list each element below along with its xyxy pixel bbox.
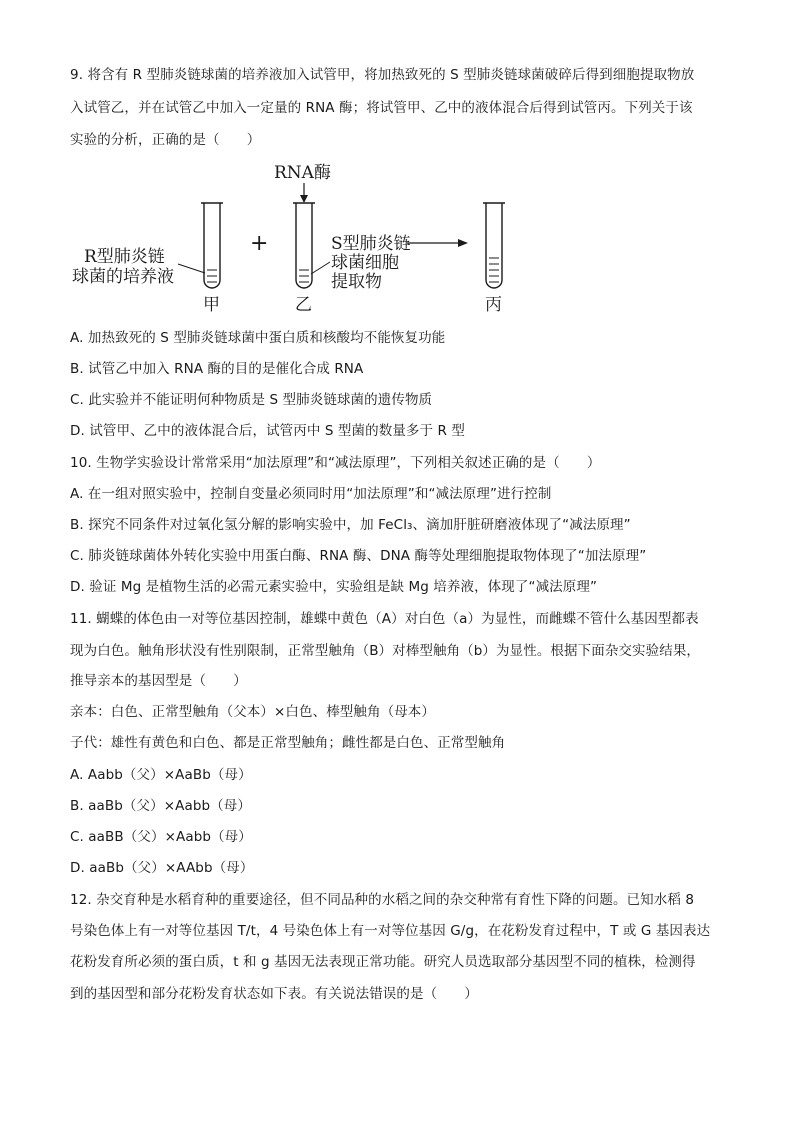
q9-stem-line-3: 实验的分析，正确的是（ ）: [70, 132, 261, 148]
q12-stem-line-1: 12. 杂交育种是水稻育种的重要途径，但不同品种的水稻之间的杂交种常有育性下降的问题。已知水稻 8: [70, 892, 695, 908]
q10-option-c: C. 肺炎链球菌体外转化实验中用蛋白酶、RNA 酶、DNA 酶等处理细胞提取物体现了“加法原理”: [70, 548, 647, 564]
tube-b-label-3: 提取物: [331, 272, 382, 292]
tube-a-name: 甲: [203, 295, 220, 315]
plus-sign: +: [250, 231, 269, 256]
q12-stem-line-3: 花粉发育所必须的蛋白质，t 和 g 基因无法表现正常功能。研究人员选取部分基因型不同的植株，检测得: [70, 954, 696, 970]
mix-arrow-head: [458, 239, 468, 247]
q9-option-d: D. 试管甲、乙中的液体混合后，试管丙中 S 型菌的数量多于 R 型: [70, 423, 465, 439]
tube-c-name: 丙: [485, 295, 502, 315]
q11-stem-line-1: 11. 蝴蝶的体色由一对等位基因控制，雄蝶中黄色（A）对白色（a）为显性，而雌蝶不管什么基因型都表: [70, 611, 699, 627]
tube-a: [201, 203, 223, 288]
tube-a-label-1: R型肺炎链: [84, 247, 165, 267]
q9-option-a: A. 加热致死的 S 型肺炎链球菌中蛋白质和核酸均不能恢复功能: [70, 330, 446, 346]
q11-stem-line-3: 推导亲本的基因型是（ ）: [70, 673, 247, 689]
q9-stem-line-1: 9. 将含有 R 型肺炎链球菌的培养液加入试管甲，将加热致死的 S 型肺炎链球菌破碎后得到细胞提取物放: [70, 67, 695, 83]
q11-option-a: A. Aabb（父）×AaBb（母）: [70, 767, 252, 783]
tube-a-pointer: [178, 264, 205, 273]
q10-option-a: A. 在一组对照实验中，控制自变量必须同时用“加法原理”和“减法原理”进行控制: [70, 486, 552, 502]
tube-b-label-1: S型肺炎链: [331, 234, 411, 254]
q9-experiment-figure: [0, 0, 794, 330]
rna-enzyme-label: RNA酶: [274, 163, 331, 183]
q11-option-d: D. aaBb（父）×AAbb（母）: [70, 860, 254, 876]
tube-b: [293, 203, 315, 288]
tube-b-pointer: [311, 262, 330, 274]
tube-b-name: 乙: [295, 295, 312, 315]
tube-a-label-2: 球菌的培养液: [72, 267, 174, 287]
q11-offspring: 子代：雄性有黄色和白色、都是正常型触角；雌性都是白色、正常型触角: [70, 735, 506, 751]
q12-stem-line-4: 到的基因型和部分花粉发育状态如下表。有关说法错误的是（ ）: [70, 986, 478, 1002]
q11-stem-line-2: 现为白色。触角形状没有性别限制，正常型触角（B）对棒型触角（b）为显性。根据下面杂交实验结果，: [70, 643, 701, 659]
tube-c: [483, 203, 505, 288]
q9-option-c: C. 此实验并不能证明何种物质是 S 型肺炎链球菌的遗传物质: [70, 392, 433, 408]
q9-stem-line-2: 入试管乙，并在试管乙中加入一定量的 RNA 酶；将试管甲、乙中的液体混合后得到试管丙。下列关于该: [70, 100, 693, 116]
q11-option-b: B. aaBb（父）×Aabb（母）: [70, 798, 251, 814]
q11-option-c: C. aaBB（父）×Aabb（母）: [70, 829, 252, 845]
q10-stem: 10. 生物学实验设计常常采用“加法原理”和“减法原理”，下列相关叙述正确的是（ ）: [70, 455, 601, 471]
rna-arrow-head: [300, 195, 308, 203]
q9-option-b: B. 试管乙中加入 RNA 酶的目的是催化合成 RNA: [70, 361, 364, 377]
q12-stem-line-2: 号染色体上有一对等位基因 T/t，4 号染色体上有一对等位基因 G/g，在花粉发育过程中，T 或 G 基因表达: [70, 923, 711, 939]
q10-option-b: B. 探究不同条件对过氧化氢分解的影响实验中，加 FeCl₃、滴加肝脏研磨液体现了“减法原理”: [70, 517, 631, 533]
q10-option-d: D. 验证 Mg 是植物生活的必需元素实验中，实验组是缺 Mg 培养液，体现了“减法原理”: [70, 579, 598, 595]
tube-b-label-2: 球菌细胞: [331, 253, 399, 273]
q11-parents: 亲本：白色、正常型触角（父本）×白色、棒型触角（母本）: [70, 704, 436, 720]
